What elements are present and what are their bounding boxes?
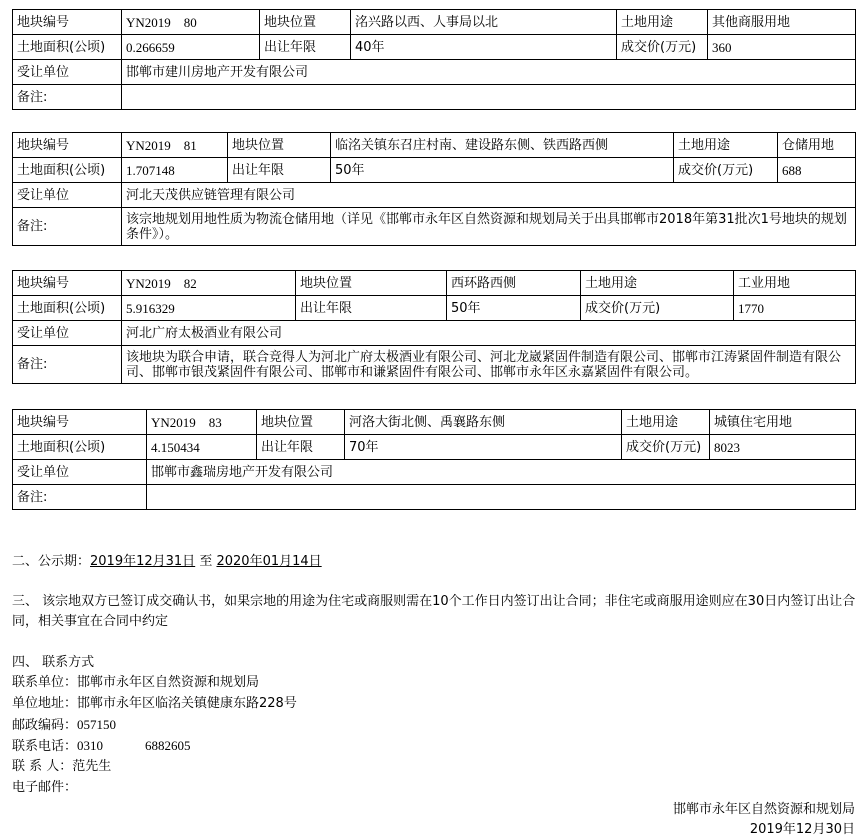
code-label: 地块编号 bbox=[13, 410, 147, 435]
location-label: 地块位置 bbox=[260, 10, 351, 35]
contact-phone bbox=[12, 736, 857, 757]
contact-postcode-value: 057150 bbox=[77, 717, 117, 732]
remark-label: 备注: bbox=[13, 85, 122, 110]
buyer-label: 受让单位 bbox=[13, 460, 147, 485]
parcel-code: YN2019 83 bbox=[147, 410, 257, 435]
contact-heading: 四、 联系方式 bbox=[12, 655, 95, 670]
contact-person-label: 联 系 人： bbox=[12, 759, 73, 774]
code-label: 地块编号 bbox=[13, 10, 122, 35]
publicity-start-date: 2019年12月31日 bbox=[90, 554, 196, 569]
remark-label: 备注: bbox=[13, 208, 122, 246]
contact-postcode bbox=[12, 715, 857, 736]
price-label: 成交价(万元) bbox=[581, 296, 734, 321]
publicity-to: 至 bbox=[199, 554, 213, 569]
term-label: 出让年限 bbox=[257, 435, 345, 460]
parcel-term: 70年 bbox=[345, 435, 622, 460]
parcel-area: 5.916329 bbox=[122, 296, 296, 321]
contact-email-label: 电子邮件： bbox=[12, 780, 78, 795]
buyer-label: 受让单位 bbox=[13, 183, 122, 208]
publicity-period bbox=[12, 552, 857, 572]
parcel-term: 50年 bbox=[331, 158, 674, 183]
use-label: 土地用途 bbox=[617, 10, 708, 35]
code-label: 地块编号 bbox=[13, 271, 122, 296]
parcel-price: 8023 bbox=[710, 435, 856, 460]
parcel-remark: 该宗地规划用地性质为物流仓储用地（详见《邯郸市永年区自然资源和规划局关于出具邯郸市2018年第31批次1号地块的规划条件》）。 bbox=[122, 208, 856, 246]
parcel-term: 40年 bbox=[351, 35, 617, 60]
parcel-location: 河洛大街北侧、禹襄路东侧 bbox=[345, 410, 622, 435]
area-label: 土地面积(公顷) bbox=[13, 158, 122, 183]
location-label: 地块位置 bbox=[228, 133, 331, 158]
publicity-end-date: 2020年01月14日 bbox=[216, 554, 322, 569]
parcel-area: 1.707148 bbox=[122, 158, 228, 183]
parcel-use: 仓储用地 bbox=[778, 133, 856, 158]
parcel-price: 1770 bbox=[734, 296, 856, 321]
parcel-use: 工业用地 bbox=[734, 271, 856, 296]
parcel-table-83 bbox=[12, 409, 856, 510]
parcel-price: 688 bbox=[778, 158, 856, 183]
parcel-area: 4.150434 bbox=[147, 435, 257, 460]
code-label: 地块编号 bbox=[13, 133, 122, 158]
term-label: 出让年限 bbox=[228, 158, 331, 183]
contact-person-value: 范先生 bbox=[72, 759, 112, 774]
parcel-code: YN2019 82 bbox=[122, 271, 296, 296]
contact-email bbox=[12, 778, 857, 798]
contact-postcode-label: 邮政编码： bbox=[12, 718, 78, 733]
parcel-use: 城镇住宅用地 bbox=[710, 410, 856, 435]
parcel-table-81 bbox=[12, 132, 856, 246]
parcel-use: 其他商服用地 bbox=[708, 10, 856, 35]
publicity-label: 二、公示期： bbox=[12, 554, 91, 569]
parcel-term: 50年 bbox=[447, 296, 581, 321]
use-label: 土地用途 bbox=[622, 410, 710, 435]
parcel-location: 临洺关镇东召庄村南、建设路东侧、铁西路西侧 bbox=[331, 133, 674, 158]
buyer-label: 受让单位 bbox=[13, 321, 122, 346]
term-label: 出让年限 bbox=[296, 296, 447, 321]
contact-address-value: 邯郸市永年区临洺关镇健康东路228号 bbox=[77, 696, 297, 711]
price-label: 成交价(万元) bbox=[622, 435, 710, 460]
contact-person bbox=[12, 757, 857, 777]
contact-phone-number: 6882605 bbox=[145, 738, 191, 753]
area-label: 土地面积(公顷) bbox=[13, 296, 122, 321]
signature-org: 邯郸市永年区自然资源和规划局 bbox=[672, 802, 855, 817]
remark-label: 备注: bbox=[13, 346, 122, 384]
remark-label: 备注: bbox=[13, 485, 147, 510]
contract-notice: 三、 该宗地双方已签订成交确认书，如果宗地的用途为住宅或商服则需在10个工作日内签订出让合同；非住宅或商服用途则应在30日内签订出让合同，相关事宜在合同中约定 bbox=[12, 594, 856, 629]
use-label: 土地用途 bbox=[581, 271, 734, 296]
term-label: 出让年限 bbox=[260, 35, 351, 60]
parcel-table-80 bbox=[12, 9, 856, 110]
parcel-buyer: 河北广府太极酒业有限公司 bbox=[122, 321, 856, 346]
parcel-remark bbox=[147, 485, 856, 510]
parcel-code: YN2019 81 bbox=[122, 133, 228, 158]
location-label: 地块位置 bbox=[296, 271, 447, 296]
parcel-area: 0.266659 bbox=[122, 35, 260, 60]
parcel-code: YN2019 80 bbox=[122, 10, 260, 35]
contact-address bbox=[12, 694, 857, 714]
contact-phone-area: 0310 bbox=[77, 738, 104, 753]
use-label: 土地用途 bbox=[674, 133, 778, 158]
price-label: 成交价(万元) bbox=[617, 35, 708, 60]
parcel-table-82 bbox=[12, 270, 856, 384]
contact-phone-label: 联系电话： bbox=[12, 739, 78, 754]
parcel-buyer: 河北天茂供应链管理有限公司 bbox=[122, 183, 856, 208]
parcel-remark bbox=[122, 85, 856, 110]
contact-address-label: 单位地址： bbox=[12, 696, 78, 711]
parcel-price: 360 bbox=[708, 35, 856, 60]
parcel-remark: 该地块为联合申请，联合竞得人为河北广府太极酒业有限公司、河北龙崴紧固件制造有限公司、邯郸市江涛紧固件制造有限公司、邯郸市银茂紧固件有限公司、邯郸市和谦紧固件有限公司、邯郸市永年区永嘉紧固件有限公司。 bbox=[122, 346, 856, 384]
price-label: 成交价(万元) bbox=[674, 158, 778, 183]
area-label: 土地面积(公顷) bbox=[13, 435, 147, 460]
contact-unit-value: 邯郸市永年区自然资源和规划局 bbox=[77, 675, 260, 690]
parcel-buyer: 邯郸市建川房地产开发有限公司 bbox=[122, 60, 856, 85]
parcel-buyer: 邯郸市鑫瑞房地产开发有限公司 bbox=[147, 460, 856, 485]
signature-date: 2019年12月30日 bbox=[749, 822, 855, 837]
parcel-location: 洺兴路以西、人事局以北 bbox=[351, 10, 617, 35]
area-label: 土地面积(公顷) bbox=[13, 35, 122, 60]
location-label: 地块位置 bbox=[257, 410, 345, 435]
contact-unit bbox=[12, 673, 857, 693]
buyer-label: 受让单位 bbox=[13, 60, 122, 85]
contact-unit-label: 联系单位： bbox=[12, 675, 78, 690]
parcel-location: 西环路西侧 bbox=[447, 271, 581, 296]
